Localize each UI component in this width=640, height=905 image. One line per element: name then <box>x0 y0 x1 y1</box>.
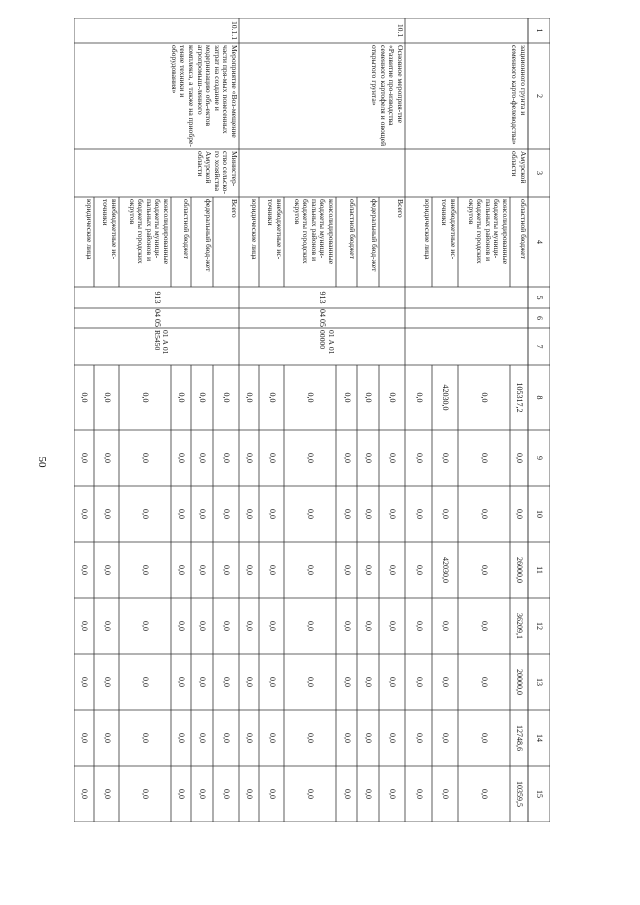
amount-cell: 0,0 <box>141 392 151 403</box>
amount-cell: 0,0 <box>198 621 208 631</box>
amount-cell: 0,0 <box>141 453 151 463</box>
funding-source: областной бюджет <box>182 199 191 259</box>
amount-cell: 0,0 <box>177 392 187 403</box>
amount-cell: 0,0 <box>102 789 112 799</box>
funding-source: внебюджетные ис-точники <box>101 199 119 260</box>
amount-cell: 0,0 <box>306 733 316 743</box>
amount-cell: 0,0 <box>414 677 424 687</box>
amount-cell: 0,0 <box>80 621 90 631</box>
amount-cell: 42030,0 <box>441 557 451 583</box>
amount-cell: 0,0 <box>102 565 112 575</box>
funding-source: внебюджетные ис-точники <box>440 199 458 260</box>
amount-cell: 0,0 <box>441 509 451 519</box>
amount-cell: 0,0 <box>141 677 151 687</box>
executor: Министер-ство сельско-го хозяйства Амурской области <box>195 151 239 195</box>
amount-cell: 0,0 <box>364 733 374 743</box>
amount-cell: 0,0 <box>80 565 90 575</box>
amount-cell: 0,0 <box>480 453 490 463</box>
amount-cell: 0,0 <box>102 453 112 463</box>
funding-source: областной бюджет <box>348 199 357 259</box>
amount-cell: 0,0 <box>245 509 255 519</box>
amount-cell: 0,0 <box>441 789 451 799</box>
column-number-12: 12 <box>535 622 545 630</box>
amount-cell: 0,0 <box>80 453 90 463</box>
funding-source: внебюджетные ис-точники <box>266 199 284 260</box>
funding-source: федеральный бюд-жет <box>204 199 213 272</box>
amount-cell: 0,0 <box>306 392 316 403</box>
amount-cell: 0,0 <box>177 677 187 687</box>
amount-cell: 0,0 <box>245 392 255 403</box>
amount-cell: 0,0 <box>198 733 208 743</box>
amount-cell: 0,0 <box>267 789 277 799</box>
amount-cell: 0,0 <box>480 509 490 519</box>
amount-cell: 0,0 <box>267 565 277 575</box>
funding-source: консолидированные бюджеты муници-пальных районов и бюджеты городских округов <box>292 199 336 265</box>
budget-table <box>74 18 550 822</box>
amount-cell: 0,0 <box>177 509 187 519</box>
column-number-13: 13 <box>535 678 545 686</box>
amount-cell: 0,0 <box>80 677 90 687</box>
funding-source: консолидированные бюджеты муници-пальных районов и бюджеты городских округов <box>127 199 171 265</box>
rzpr-code: 04 05 <box>152 309 162 327</box>
amount-cell: 0,0 <box>342 789 352 799</box>
amount-cell: 0,0 <box>245 677 255 687</box>
amount-cell: 0,0 <box>342 565 352 575</box>
amount-cell: 0,0 <box>198 453 208 463</box>
column-number-14: 14 <box>535 734 545 742</box>
amount-cell: 0,0 <box>364 453 374 463</box>
column-number-5: 5 <box>535 295 545 300</box>
amount-cell: 0,0 <box>414 509 424 519</box>
amount-cell: 0,0 <box>222 392 232 403</box>
amount-cell: 0,0 <box>414 453 424 463</box>
amount-cell: 0,0 <box>141 565 151 575</box>
amount-cell: 0,0 <box>198 392 208 403</box>
column-number-11: 11 <box>535 566 545 574</box>
amount-cell: 0,0 <box>364 392 374 403</box>
amount-cell: 0,0 <box>388 677 398 687</box>
amount-cell: 0,0 <box>222 453 232 463</box>
amount-cell: 0,0 <box>141 509 151 519</box>
column-number-9: 9 <box>535 456 545 460</box>
amount-cell: 42030,0 <box>441 384 451 411</box>
amount-cell: 0,0 <box>222 565 232 575</box>
row-code: 10.1 <box>396 23 405 38</box>
executor <box>239 149 405 197</box>
row-code: 10.1.1 <box>230 21 239 40</box>
amount-cell: 0,0 <box>342 509 352 519</box>
funding-source: юридические лица <box>85 199 94 260</box>
column-number-10: 10 <box>535 510 545 518</box>
page-number: 50 <box>36 456 48 468</box>
amount-cell: 0,0 <box>388 565 398 575</box>
amount-cell: 0,0 <box>515 509 525 519</box>
funding-source: федеральный бюд-жет <box>370 199 379 272</box>
amount-cell: 0,0 <box>342 621 352 631</box>
amount-cell: 0,0 <box>480 621 490 631</box>
amount-cell: 10359,5 <box>515 781 525 807</box>
amount-cell: 0,0 <box>364 565 374 575</box>
funding-source: юридические лица <box>423 199 432 260</box>
column-number-4: 4 <box>535 240 545 244</box>
amount-cell: 0,0 <box>177 453 187 463</box>
amount-cell: 0,0 <box>198 565 208 575</box>
amount-cell: 0,0 <box>342 392 352 403</box>
csr-code: 01 А 01 R5450 <box>152 330 171 355</box>
column-number-1: 1 <box>535 28 545 33</box>
funding-source: Всего <box>230 199 239 218</box>
row-code <box>405 18 528 43</box>
column-number-2: 2 <box>535 94 545 98</box>
amount-cell: 0,0 <box>480 565 490 575</box>
event-name: зациионного грунта и семенного карто-фелеводства» <box>510 45 528 145</box>
amount-cell: 0,0 <box>141 789 151 799</box>
amount-cell: 0,0 <box>306 565 316 575</box>
amount-cell: 0,0 <box>177 565 187 575</box>
amount-cell: 0,0 <box>245 565 255 575</box>
amount-cell: 0,0 <box>306 621 316 631</box>
amount-cell: 0,0 <box>102 677 112 687</box>
amount-cell: 12748,6 <box>515 725 525 751</box>
amount-cell: 0,0 <box>80 789 90 799</box>
amount-cell: 0,0 <box>414 565 424 575</box>
amount-cell: 0,0 <box>177 621 187 631</box>
amount-cell: 0,0 <box>306 677 316 687</box>
amount-cell: 0,0 <box>388 733 398 743</box>
rzpr-code: 04 05 <box>318 309 328 327</box>
amount-cell: 105317,2 <box>515 382 525 413</box>
amount-cell: 0,0 <box>414 392 424 403</box>
amount-cell: 0,0 <box>364 621 374 631</box>
amount-cell: 0,0 <box>102 392 112 403</box>
event-name: Мероприятие «Воз-мещение части пря-мых понесенных затрат на создание и модернизацию объ-ектов агропромыш-ленного комплекса, а также на приобре-тение техники и оборудования» <box>169 45 239 147</box>
amount-cell: 0,0 <box>267 733 277 743</box>
amount-cell: 0,0 <box>388 392 398 403</box>
amount-cell: 0,0 <box>515 453 525 463</box>
amount-cell: 0,0 <box>441 677 451 687</box>
amount-cell: 0,0 <box>267 509 277 519</box>
amount-cell: 0,0 <box>80 392 90 403</box>
amount-cell: 0,0 <box>441 733 451 743</box>
amount-cell: 0,0 <box>306 453 316 463</box>
amount-cell: 20000,0 <box>515 669 525 695</box>
amount-cell: 0,0 <box>245 453 255 463</box>
grbs-code: 913 <box>318 291 328 304</box>
amount-cell: 0,0 <box>388 509 398 519</box>
amount-cell: 0,0 <box>267 453 277 463</box>
amount-cell: 0,0 <box>364 677 374 687</box>
amount-cell: 36209,1 <box>515 613 525 639</box>
column-number-8: 8 <box>535 395 545 400</box>
grbs-code: 913 <box>152 291 162 304</box>
amount-cell: 0,0 <box>198 677 208 687</box>
column-number-7: 7 <box>535 344 545 349</box>
amount-cell: 0,0 <box>441 453 451 463</box>
amount-cell: 0,0 <box>141 621 151 631</box>
column-number-6: 6 <box>535 316 545 320</box>
amount-cell: 0,0 <box>267 621 277 631</box>
amount-cell: 0,0 <box>177 789 187 799</box>
amount-cell: 0,0 <box>141 733 151 743</box>
amount-cell: 0,0 <box>414 621 424 631</box>
amount-cell: 0,0 <box>306 789 316 799</box>
funding-source: консолидированные бюджеты муници-пальных районов и бюджеты городских округов <box>466 199 510 265</box>
amount-cell: 0,0 <box>480 789 490 799</box>
amount-cell: 0,0 <box>177 733 187 743</box>
amount-cell: 0,0 <box>80 509 90 519</box>
amount-cell: 0,0 <box>480 392 490 403</box>
amount-cell: 0,0 <box>364 509 374 519</box>
amount-cell: 0,0 <box>388 453 398 463</box>
amount-cell: 0,0 <box>342 453 352 463</box>
amount-cell: 0,0 <box>222 621 232 631</box>
amount-cell: 0,0 <box>414 789 424 799</box>
funding-source: юридические лица <box>250 199 259 260</box>
amount-cell: 0,0 <box>245 733 255 743</box>
csr-code <box>461 328 481 365</box>
csr-code: 01 А 01 00000 <box>318 330 336 355</box>
event-name: Основное мероприя-тие «Развитие про-изводства семенного картофеля и овощей открытого грунта» <box>370 45 405 147</box>
amount-cell: 0,0 <box>222 677 232 687</box>
amount-cell: 0,0 <box>441 621 451 631</box>
amount-cell: 0,0 <box>267 677 277 687</box>
grbs-code <box>459 287 475 308</box>
amount-cell: 0,0 <box>222 733 232 743</box>
amount-cell: 0,0 <box>364 789 374 799</box>
amount-cell: 0,0 <box>414 733 424 743</box>
amount-cell: 0,0 <box>102 733 112 743</box>
amount-cell: 0,0 <box>222 509 232 519</box>
amount-cell: 0,0 <box>80 733 90 743</box>
amount-cell: 0,0 <box>480 677 490 687</box>
amount-cell: 0,0 <box>388 621 398 631</box>
amount-cell: 0,0 <box>245 621 255 631</box>
amount-cell: 0,0 <box>198 509 208 519</box>
executor: Амурской области <box>510 151 528 184</box>
amount-cell: 0,0 <box>198 789 208 799</box>
amount-cell: 0,0 <box>480 733 490 743</box>
column-number-15: 15 <box>535 790 545 798</box>
amount-cell: 0,0 <box>342 733 352 743</box>
column-number-3: 3 <box>535 171 545 175</box>
amount-cell: 0,0 <box>342 677 352 687</box>
amount-cell: 0,0 <box>267 392 277 403</box>
amount-cell: 0,0 <box>388 789 398 799</box>
funding-source: Всего <box>396 199 405 218</box>
amount-cell: 0,0 <box>102 621 112 631</box>
amount-cell: 0,0 <box>306 509 316 519</box>
amount-cell: 0,0 <box>102 509 112 519</box>
amount-cell: 0,0 <box>245 789 255 799</box>
amount-cell: 0,0 <box>222 789 232 799</box>
amount-cell: 26000,0 <box>515 557 525 583</box>
rzpr-code <box>457 308 477 328</box>
funding-source: областной бюджет <box>519 199 528 259</box>
